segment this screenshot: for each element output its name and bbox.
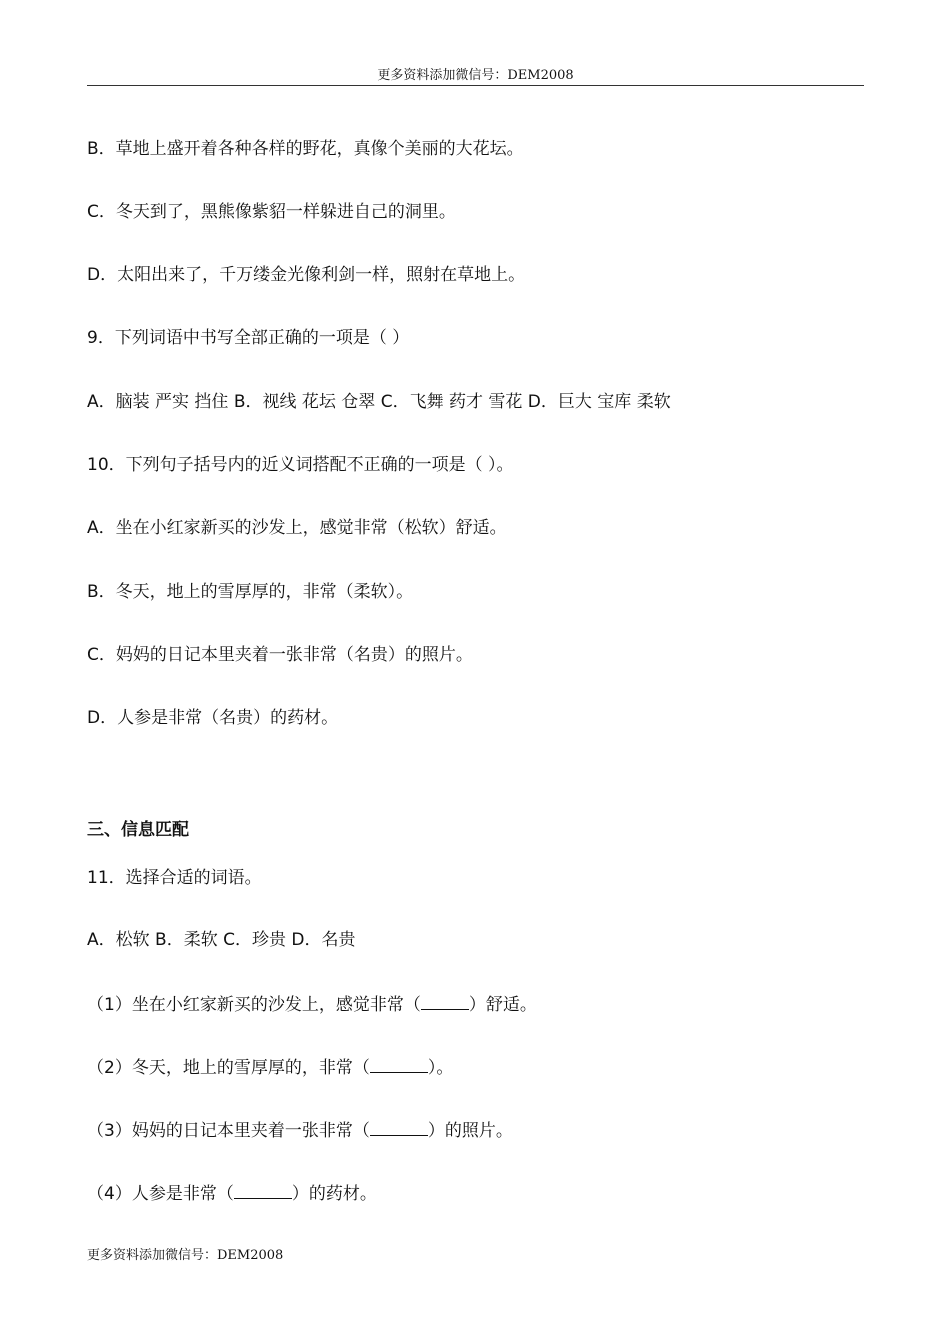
q11-item-1 [87,992,537,1017]
page-header: 更多资料添加微信号：DEM2008 [87,66,864,86]
q10-option-b: B．冬天，地上的雪厚厚的，非常（柔软）。 [87,582,414,602]
q10-stem: 10．下列句子括号内的近义词搭配不正确的一项是（ ）。 [87,455,514,475]
q11-item-1-after: ）舒适。 [468,995,537,1015]
q11-item-1-before: （1）坐在小红家新买的沙发上，感觉非常（ [87,995,421,1015]
q11-item-4 [87,1181,377,1206]
q11-item-4-blank[interactable] [234,1181,292,1199]
q10-option-c: C．妈妈的日记本里夹着一张非常（名贵）的照片。 [87,645,473,665]
q11-item-2-after: ）。 [427,1058,454,1078]
q11-item-2-blank[interactable] [370,1055,428,1073]
q11-item-3-before: （3）妈妈的日记本里夹着一张非常（ [87,1121,370,1141]
q11-stem: 11．选择合适的词语。 [87,868,262,888]
q11-item-1-blank[interactable] [421,992,469,1010]
q8-option-c: C．冬天到了，黑熊像紫貂一样躲进自己的洞里。 [87,202,456,222]
q9-options: A．脑装 严实 挡住 B．视线 花坛 仓翠 C．飞舞 药才 雪花 D．巨大 宝库 柔软 [87,392,671,412]
q11-item-3-after: ）的照片。 [427,1121,513,1141]
q8-option-d: D．太阳出来了，千万缕金光像利剑一样，照射在草地上。 [87,265,526,285]
q9-stem: 9．下列词语中书写全部正确的一项是（ ） [87,328,410,348]
q11-item-2 [87,1055,453,1080]
q11-item-2-before: （2）冬天，地上的雪厚厚的，非常（ [87,1058,370,1078]
section-3-title: 三、信息匹配 [87,820,189,840]
page-footer: 更多资料添加微信号：DEM2008 [87,1248,284,1263]
q11-item-3-blank[interactable] [370,1118,428,1136]
q11-item-4-after: ）的药材。 [291,1184,377,1204]
q11-options: A．松软 B．柔软 C．珍贵 D．名贵 [87,930,356,950]
q11-item-4-before: （4）人参是非常（ [87,1184,234,1204]
q8-option-b: B．草地上盛开着各种各样的野花，真像个美丽的大花坛。 [87,139,524,159]
q10-option-d: D．人参是非常（名贵）的药材。 [87,708,339,728]
q11-item-3 [87,1118,513,1143]
q10-option-a: A．坐在小红家新买的沙发上，感觉非常（松软）舒适。 [87,518,507,538]
